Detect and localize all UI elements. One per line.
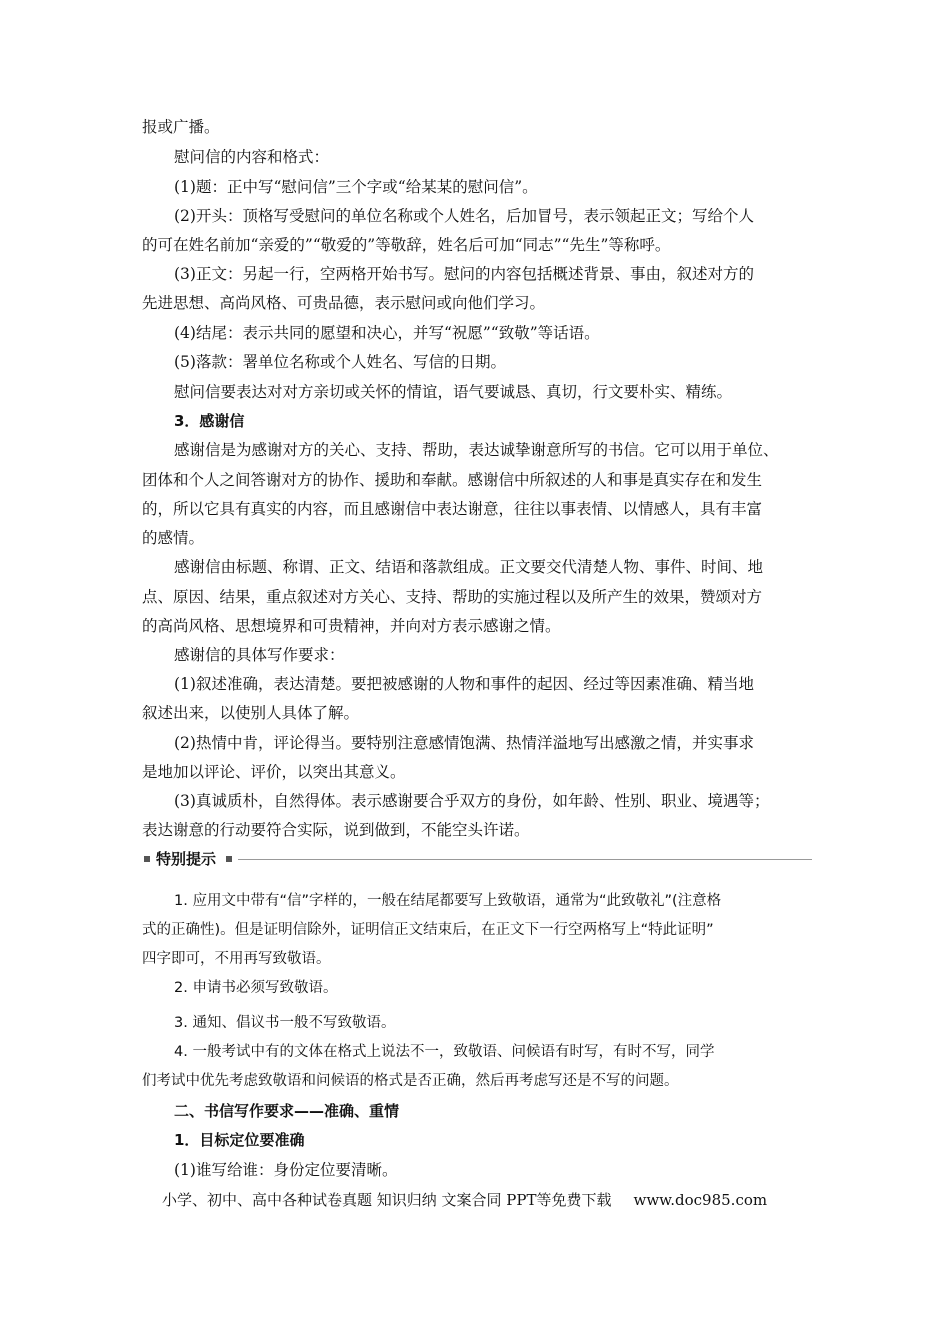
page-footer — [162, 1188, 767, 1212]
paragraph-line: 慰问信要表达对对方亲切或关怀的情谊，语气要诚恳、真切，行文要朴实、精练。 — [174, 383, 733, 401]
paragraph-line: 点、原因、结果，重点叙述对方关心、支持、帮助的实施过程以及所产生的效果，赞颂对方 — [142, 588, 763, 606]
divider — [238, 859, 812, 860]
tip-line: 4. 一般考试中有的文体在格式上说法不一，致敬语、问候语有时写，有时不写，同学 — [174, 1044, 715, 1060]
footer-url[interactable]: www.doc985.com — [633, 1191, 768, 1209]
special-tip-header — [142, 848, 812, 870]
paragraph-line: 报或广播。 — [142, 118, 220, 136]
paragraph-line: 的感情。 — [142, 529, 205, 547]
paragraph-line: 先进思想、高尚风格、可贵品德，表示慰问或向他们学习。 — [142, 294, 546, 312]
paragraph-line: 团体和个人之间答谢对方的协作、援助和奉献。感谢信中所叙述的人和事是真实存在和发生 — [142, 471, 763, 489]
paragraph-line: (2)热情中肯，评论得当。要特别注意感情饱满、热情洋溢地写出感激之情，并实事求 — [174, 734, 754, 752]
paragraph-line: 叙述出来，以使别人具体了解。 — [142, 704, 360, 722]
square-bullet-icon — [226, 856, 232, 862]
tip-line: 四字即可，不用再写致敬语。 — [142, 951, 331, 967]
tip-line: 们考试中优先考虑致敬语和问候语的格式是否正确，然后再考虑写还是不写的问题。 — [142, 1073, 679, 1089]
section-heading: 二、书信写作要求——准确、重情 — [174, 1102, 400, 1120]
paragraph-line: 是地加以评论、评价，以突出其意义。 — [142, 763, 406, 781]
section-heading: 3．感谢信 — [174, 412, 245, 430]
paragraph-line: (1)题：正中写“慰问信”三个字或“给某某的慰问信”。 — [174, 178, 538, 196]
tip-line: 2. 申请书必须写致敬语。 — [174, 980, 338, 996]
paragraph-line: 感谢信的具体写作要求： — [174, 646, 345, 664]
subsection-heading: 1．目标定位要准确 — [174, 1131, 305, 1149]
special-tip-label: 特别提示 — [156, 850, 217, 868]
footer-text: 小学、初中、高中各种试卷真题 知识归纳 文案合同 PPT等免费下载 — [162, 1191, 612, 1209]
paragraph-line: (4)结尾：表示共同的愿望和决心，并写“祝愿”“致敬”等话语。 — [174, 324, 600, 342]
paragraph-line: (1)叙述准确，表达清楚。要把被感谢的人物和事件的起因、经过等因素准确、精当地 — [174, 675, 754, 693]
square-bullet-icon — [144, 856, 150, 862]
paragraph-line: 感谢信是为感谢对方的关心、支持、帮助，表达诚挚谢意所写的书信。它可以用于单位、 — [174, 441, 779, 459]
paragraph-line: 表达谢意的行动要符合实际，说到做到，不能空头许诺。 — [142, 821, 530, 839]
paragraph-line: (5)落款：署单位名称或个人姓名、写信的日期。 — [174, 353, 506, 371]
paragraph-line: (1)谁写给谁：身份定位要清晰。 — [174, 1161, 398, 1179]
paragraph-line: 的高尚风格、思想境界和可贵精神，并向对方表示感谢之情。 — [142, 617, 561, 635]
paragraph-line: 慰问信的内容和格式： — [174, 148, 330, 166]
tip-line: 式的正确性)。但是证明信除外，证明信正文结束后，在正文下一行空两格写上“特此证明” — [142, 922, 714, 938]
tip-line: 1. 应用文中带有“信”字样的，一般在结尾都要写上致敬语，通常为“此致敬礼”(注意格 — [174, 893, 722, 909]
paragraph-line: 感谢信由标题、称谓、正文、结语和落款组成。正文要交代清楚人物、事件、时间、地 — [174, 558, 764, 576]
paragraph-line: (2)开头：顶格写受慰问的单位名称或个人姓名，后加冒号，表示领起正文；写给个人 — [174, 207, 754, 225]
paragraph-line: 的可在姓名前加“亲爱的”“敬爱的”等敬辞，姓名后可加“同志”“先生”等称呼。 — [142, 236, 671, 254]
paragraph-line: (3)正文：另起一行，空两格开始书写。慰问的内容包括概述背景、事由，叙述对方的 — [174, 265, 754, 283]
paragraph-line: 的，所以它具有真实的内容，而且感谢信中表达谢意，往往以事表情、以情感人，具有丰富 — [142, 500, 763, 518]
paragraph-line: (3)真诚质朴，自然得体。表示感谢要合乎双方的身份，如年龄、性别、职业、境遇等； — [174, 792, 770, 810]
tip-line: 3. 通知、倡议书一般不写致敬语。 — [174, 1015, 396, 1031]
